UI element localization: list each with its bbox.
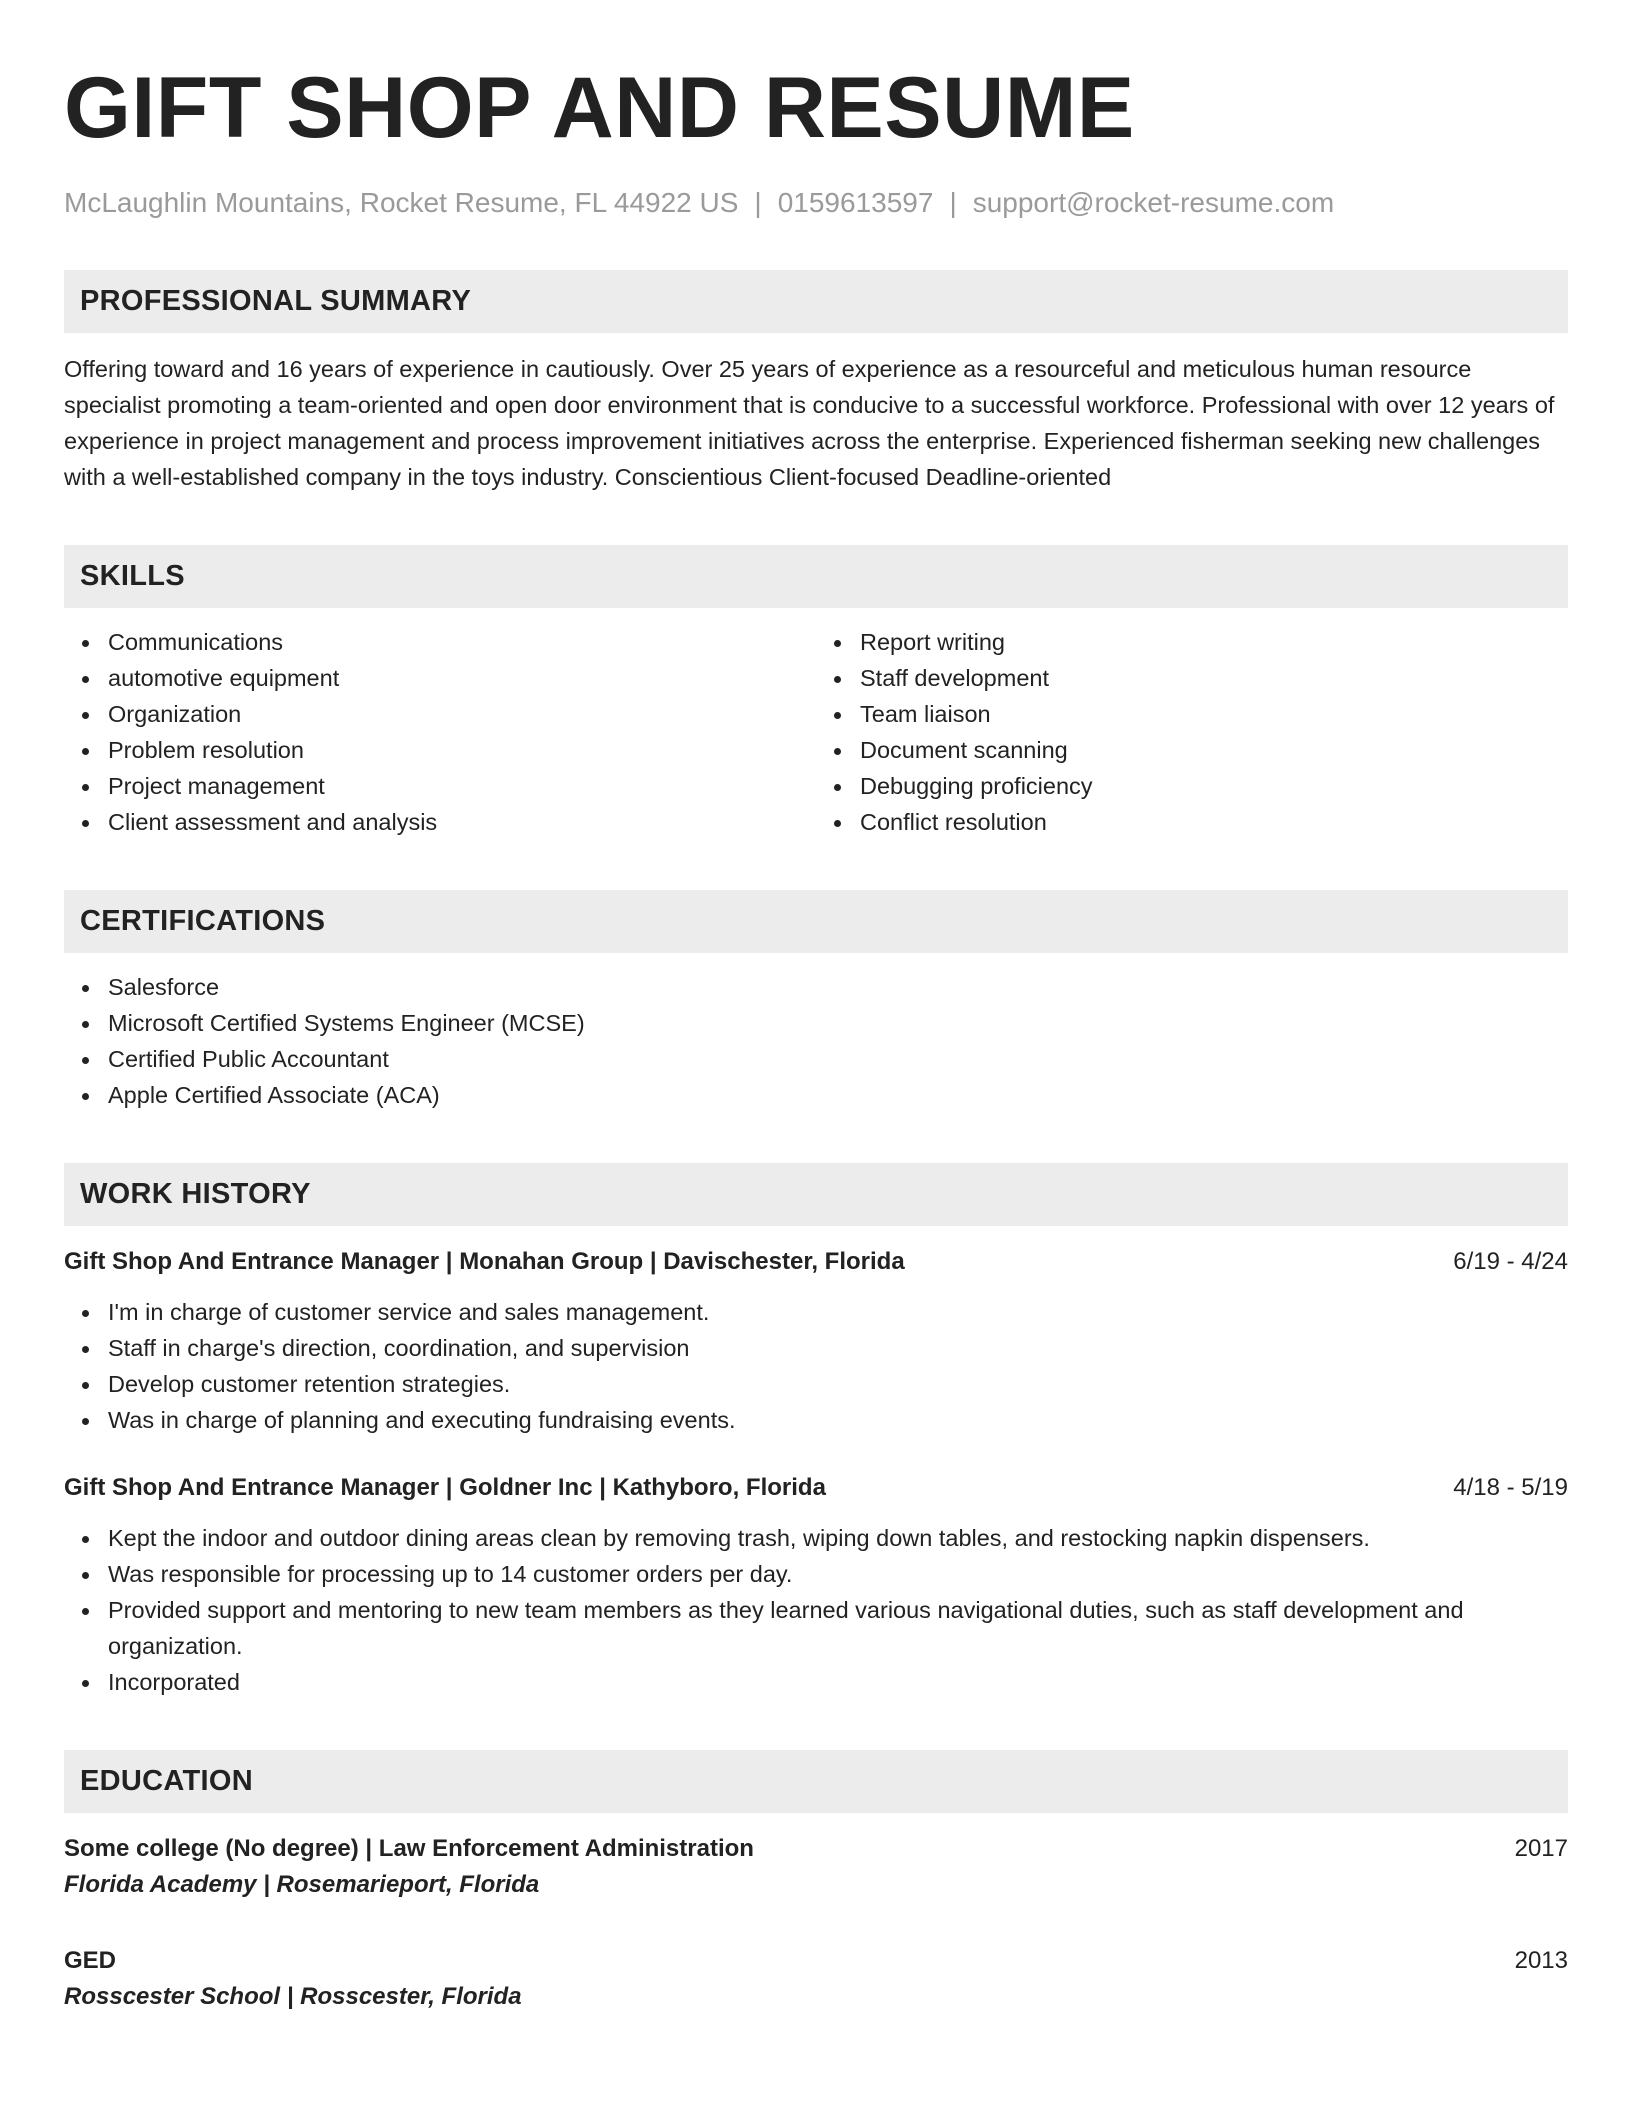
job-title: Gift Shop And Entrance Manager | Monahan Group | Davischester, Florida: [64, 1248, 905, 1275]
job-bullet: Was in charge of planning and executing fundraising events.: [108, 1402, 1568, 1438]
job-entry: [64, 1470, 1568, 1700]
skill-item: Team liaison: [860, 696, 1568, 732]
certification-item: Apple Certified Associate (ACA): [108, 1077, 1568, 1113]
job-bullet: Incorporated: [108, 1664, 1568, 1700]
work-history-section: [64, 1163, 1568, 1700]
education-entry: [64, 1943, 1568, 2015]
skill-item: Debugging proficiency: [860, 768, 1568, 804]
skill-item: Report writing: [860, 624, 1568, 660]
education-entry: [64, 1831, 1568, 1903]
job-dates: 6/19 - 4/24: [1453, 1248, 1568, 1275]
education-header: [64, 1943, 1568, 1979]
skills-section: [64, 545, 1568, 840]
skills-list-right: [816, 624, 1568, 840]
job-bullet: I'm in charge of customer service and sales management.: [108, 1294, 1568, 1330]
skills-columns: [64, 608, 1568, 840]
job-bullet: Staff in charge's direction, coordination, and supervision: [108, 1330, 1568, 1366]
job-bullet: Provided support and mentoring to new team members as they learned various navigational duties, such as staff development and organization.: [108, 1592, 1568, 1664]
education-title: GED: [64, 1947, 117, 1974]
section-heading-skills: SKILLS: [64, 545, 1568, 608]
contact-line: [64, 186, 1568, 220]
contact-phone: 0159613597: [777, 187, 934, 218]
certifications-section: [64, 890, 1568, 1113]
contact-separator: |: [949, 187, 957, 218]
education-year: 2013: [1514, 1947, 1568, 1974]
job-title: Gift Shop And Entrance Manager | Goldner Inc | Kathyboro, Florida: [64, 1474, 826, 1501]
skill-item: Document scanning: [860, 732, 1568, 768]
certification-item: Salesforce: [108, 969, 1568, 1005]
skill-item: Communications: [108, 624, 816, 660]
certifications-list: [64, 969, 1568, 1113]
job-entry: [64, 1244, 1568, 1438]
summary-section: [64, 270, 1568, 495]
summary-text: Offering toward and 16 years of experience in cautiously. Over 25 years of experience as a resourceful and meticulous human resource specialist promoting a team-oriented and open door environment that is conducive to a successful workforce. Professional with over 12 years of experience in project management and process improvement initiatives across the enterprise. Experienced fisherman seeking new challenges with a well-established company in the toys industry. Conscientious Client-focused Deadline-oriented: [64, 356, 1555, 490]
skill-item: automotive equipment: [108, 660, 816, 696]
skill-item: Project management: [108, 768, 816, 804]
contact-address: McLaughlin Mountains, Rocket Resume, FL 44922 US: [64, 187, 739, 218]
section-heading-work-history: WORK HISTORY: [64, 1163, 1568, 1226]
section-heading-education: EDUCATION: [64, 1750, 1568, 1813]
contact-email: support@rocket-resume.com: [972, 187, 1335, 218]
education-school: Rosscester School | Rosscester, Florida: [64, 1983, 522, 2010]
skills-list-left: [64, 624, 816, 840]
education-header: [64, 1831, 1568, 1867]
contact-separator: |: [754, 187, 762, 218]
education-year: 2017: [1514, 1835, 1568, 1862]
section-heading-certifications: CERTIFICATIONS: [64, 890, 1568, 953]
job-bullet: Kept the indoor and outdoor dining areas clean by removing trash, wiping down tables, and restocking napkin dispensers.: [108, 1520, 1568, 1556]
education-school: Florida Academy | Rosemarieport, Florida: [64, 1871, 540, 1898]
certification-item: Certified Public Accountant: [108, 1041, 1568, 1077]
skill-item: Organization: [108, 696, 816, 732]
skill-item: Conflict resolution: [860, 804, 1568, 840]
job-header: [64, 1470, 1568, 1506]
job-bullet: Develop customer retention strategies.: [108, 1366, 1568, 1402]
job-bullet: Was responsible for processing up to 14 customer orders per day.: [108, 1556, 1568, 1592]
skill-item: Problem resolution: [108, 732, 816, 768]
section-heading-summary: PROFESSIONAL SUMMARY: [64, 270, 1568, 333]
certification-item: Microsoft Certified Systems Engineer (MCSE): [108, 1005, 1568, 1041]
skill-item: Staff development: [860, 660, 1568, 696]
education-title: Some college (No degree) | Law Enforcement Administration: [64, 1835, 754, 1862]
job-bullets: [64, 1294, 1568, 1438]
education-section: [64, 1750, 1568, 2015]
job-bullets: [64, 1520, 1568, 1700]
job-header: [64, 1244, 1568, 1280]
resume-name: GIFT SHOP AND RESUME: [64, 60, 1135, 156]
skill-item: Client assessment and analysis: [108, 804, 816, 840]
job-dates: 4/18 - 5/19: [1453, 1474, 1568, 1501]
